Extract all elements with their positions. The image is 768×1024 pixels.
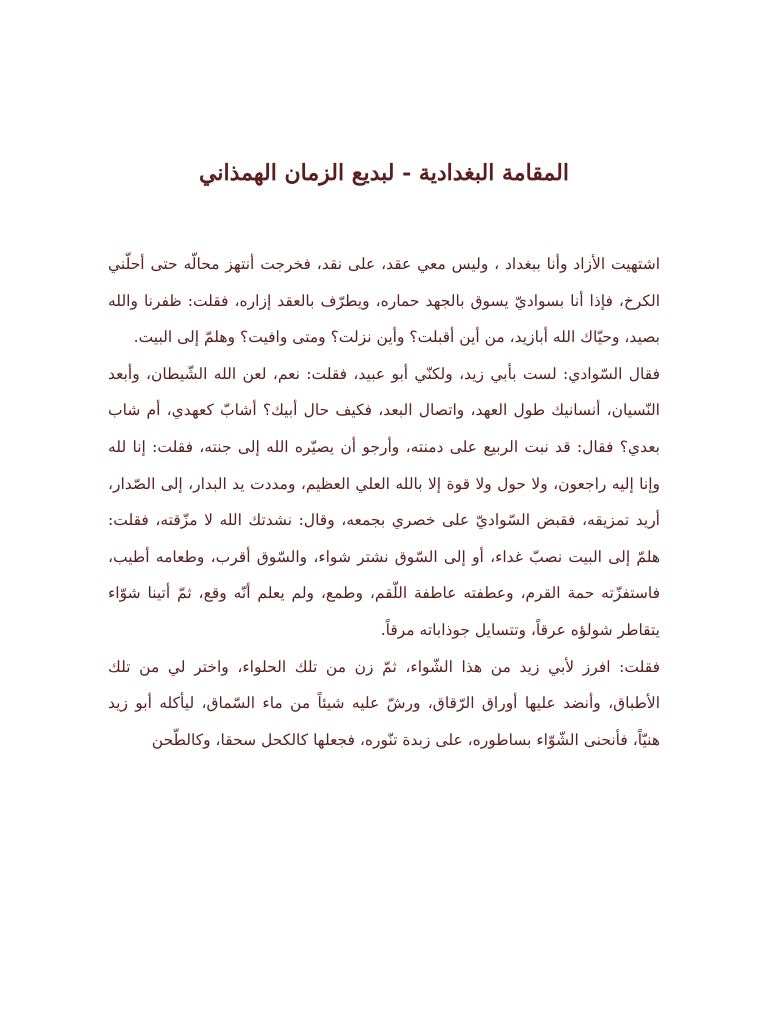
paragraph-3: فقلت: افرز لأبي زيد من هذا الشّواء، ثمّ زن من تلك الحلواء، واختر لي من تلك الأطباق، وأنضد عليها أوراق الرّقاق، ورشّ عليه شيئاً من ماء السّماق، ليأكله أبو زيد هنيّاً، فأنحنى الشّوّاء بساطوره، على زبدة تنّوره، فجعلها كالكحل سحقا، وكالطّحن	[108, 657, 660, 749]
paragraph-1: اشتهيت الأزاد وأنا ببغداد ، وليس معي عقد، على نقد، فخرجت أنتهز محالّه حتى أحلّني الكرخ، فإذا أنا بسواديّ يسوق بالجهد حماره، ويطرّف بالعقد إزاره، فقلت: ظفرنا والله بصيد، وحيّاك الله أبازيد، من أين أقبلت؟ وأين نزلت؟ ومتى وافيت؟ وهلمّ إلى البيت.	[108, 255, 660, 347]
page-title: المقامة البغدادية - لبديع الزمان الهمذاني	[199, 160, 569, 186]
paragraph-2: فقال السّوادي: لست بأبي زيد، ولكنّي أبو عبيد، فقلت: نعم، لعن الله الشّيطان، وأبعد النّسيان، أنسانيك طول العهد، واتصال البعد، فكيف حال أبيك؟ أشابّ كعهدي، أم شاب بعدي؟ فقال: قد نبت الربيع على دمنته، وأرجو أن يصيّره الله إلى جنته، فقلت: إنا لله وإنا إليه راجعون، ولا حول ولا قوة إلا بالله العلي العظيم، ومددت يد البدار، إلى الصّدار، أريد تمزيقه، فقبض السّواديّ على خصري بجمعه، وقال: نشدتك الله لا مزّقته، فقلت: هلمّ إلى البيت نصبّ غداء، أو إلى السّوق نشتر شواء، والسّوق أقرب، وطعامه أطيب، فاستفزّته حمة القرم، وعطفته عاطفة اللّقم، وطمع، ولم يعلم أنّه وقع، ثمّ أتينا شوّاء يتقاطر شولؤه عرقاً، وتتسايل جوذاباته مرقاً.	[108, 364, 660, 639]
document-body	[108, 246, 660, 758]
